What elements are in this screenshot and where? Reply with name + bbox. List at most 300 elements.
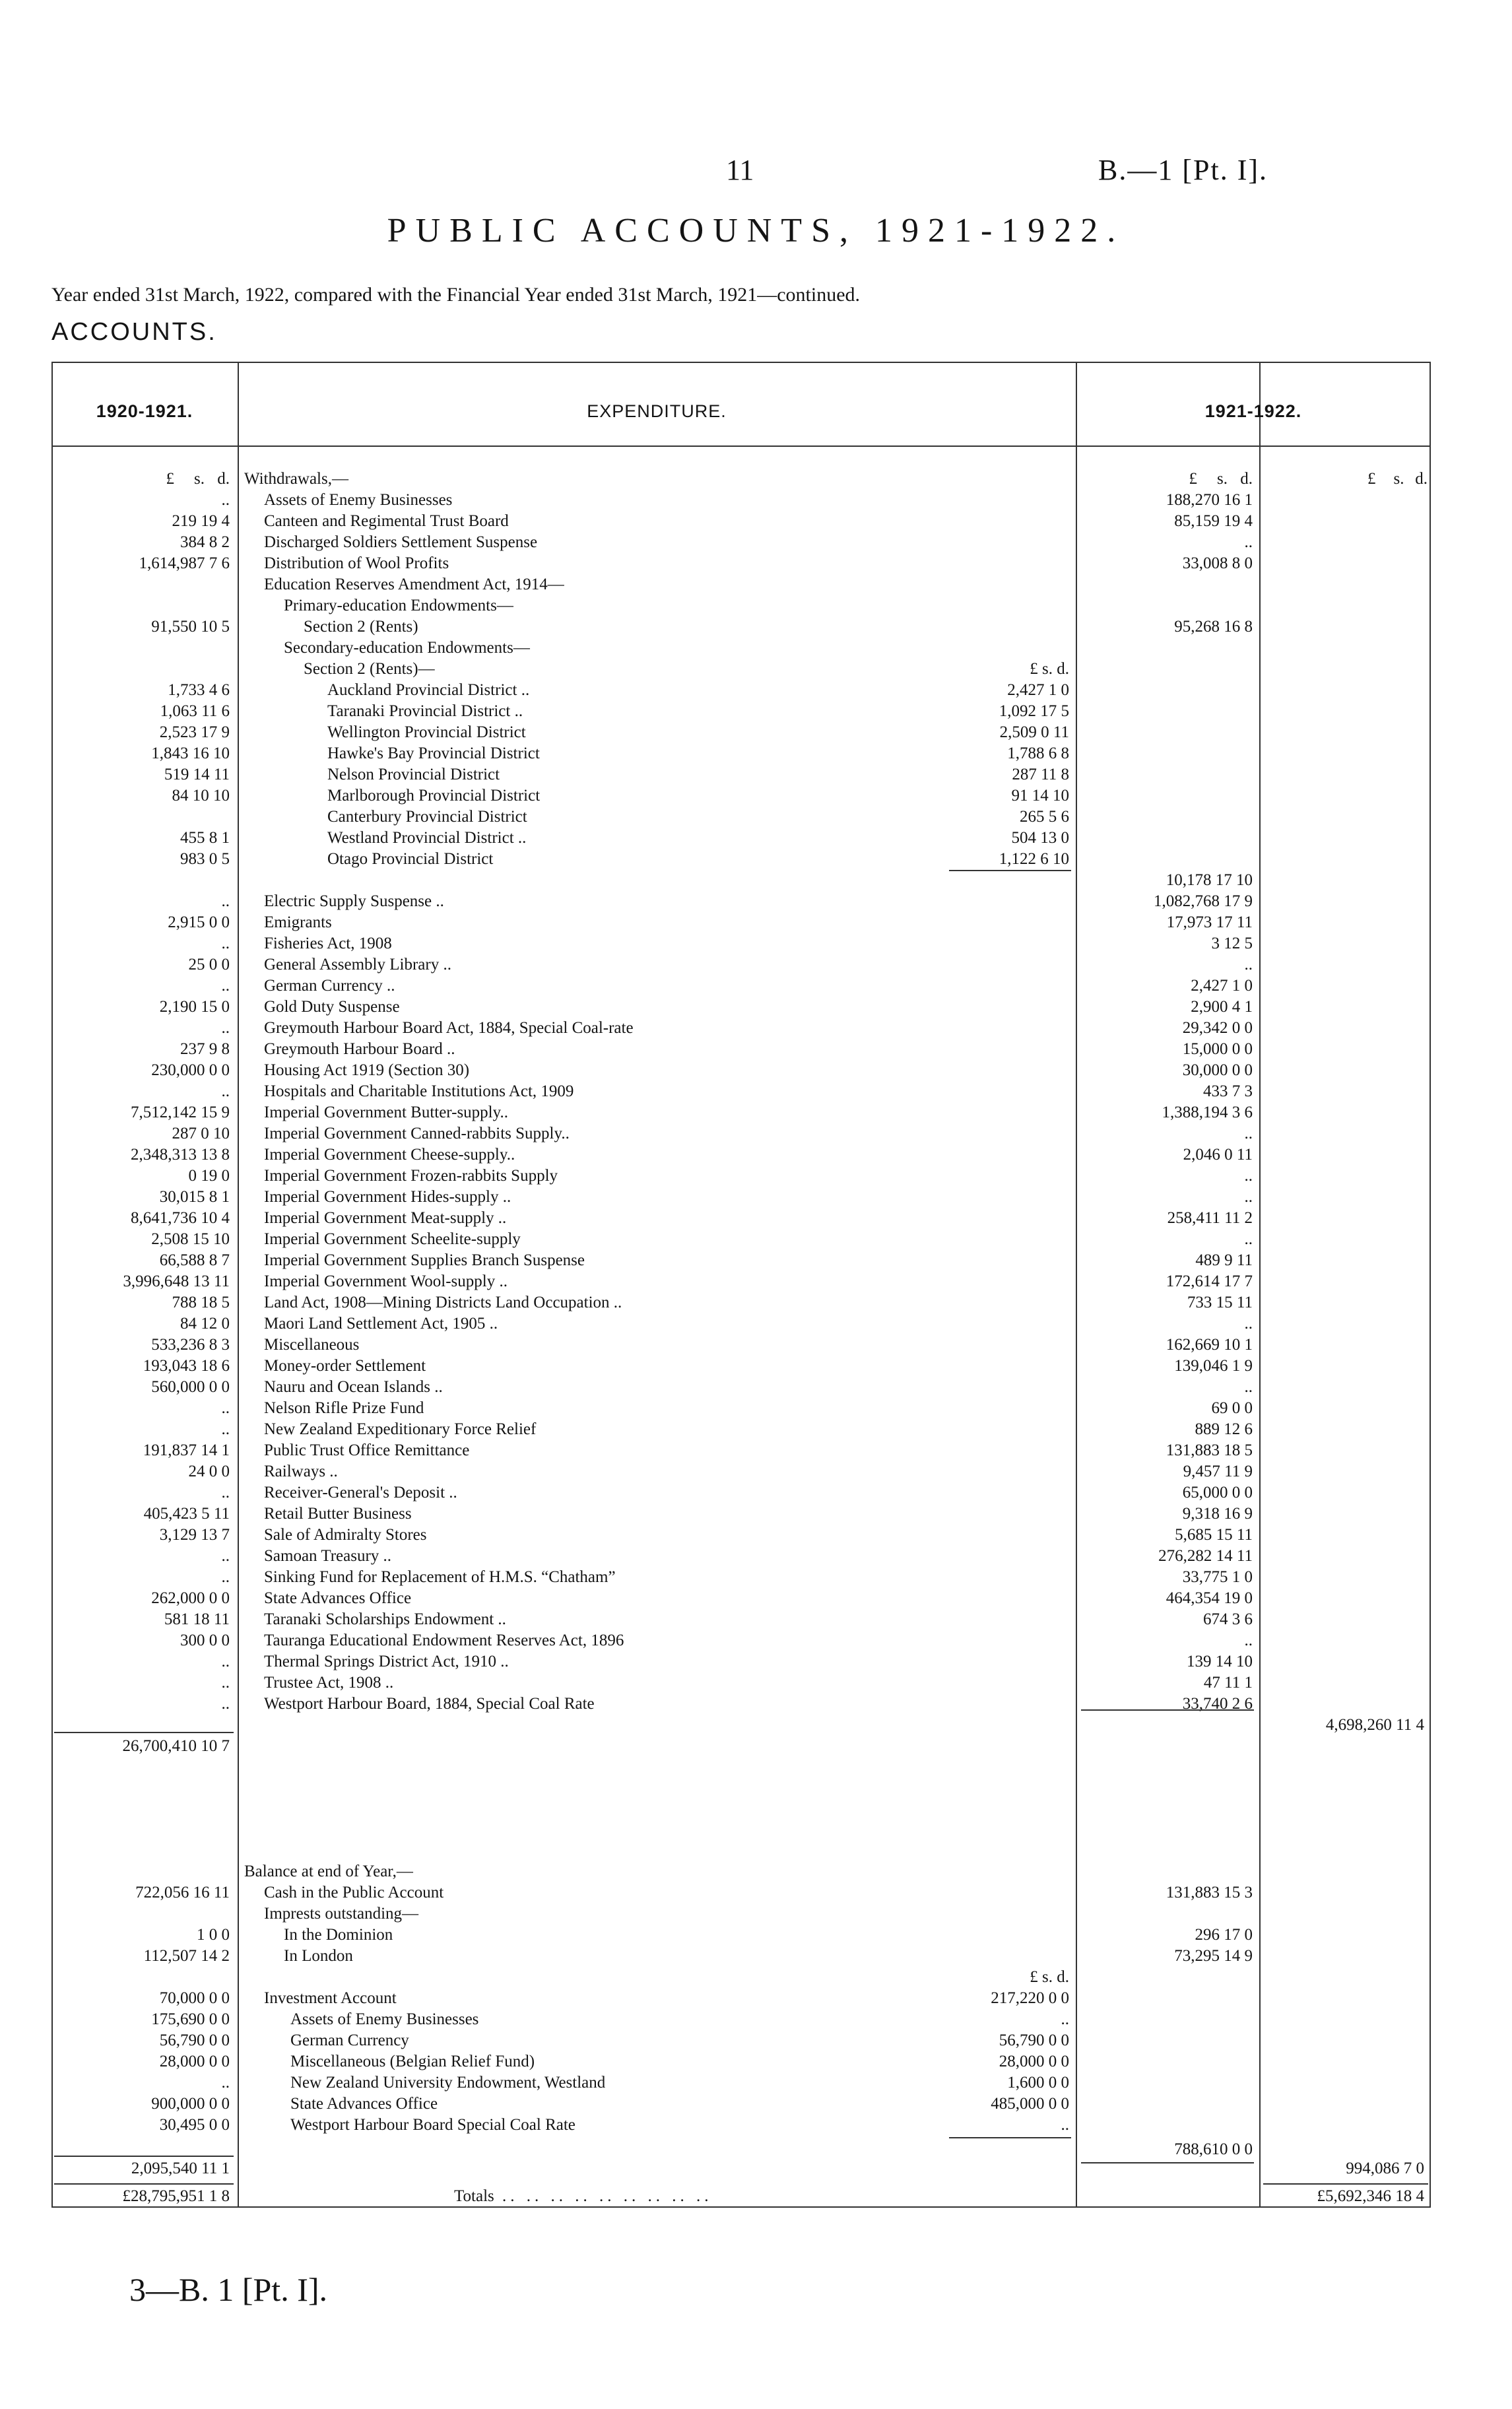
row-label: Marlborough Provincial District bbox=[327, 787, 541, 805]
prev-year-value: .. bbox=[221, 1420, 230, 1438]
prev-year-value: .. bbox=[221, 1653, 230, 1670]
curr-year-value: .. bbox=[1244, 1632, 1253, 1649]
prev-year-value: 2,915 0 0 bbox=[168, 913, 230, 931]
subtotal-rule bbox=[949, 870, 1071, 871]
curr-year-value: .. bbox=[1244, 956, 1253, 974]
withdrawals-subcol bbox=[896, 490, 1069, 1715]
subtotal-value bbox=[896, 954, 1069, 975]
curr-year-value: 69 0 0 bbox=[1211, 1399, 1253, 1417]
subtotal-value bbox=[896, 1925, 1069, 1946]
subtotal-value: 287 11 8 bbox=[1012, 766, 1069, 783]
curr-year-value bbox=[1080, 743, 1253, 764]
row-label: Tauranga Educational Endowment Reserves Act, 1896 bbox=[264, 1632, 624, 1649]
totals-curr: £5,692,346 18 4 bbox=[1317, 2187, 1424, 2205]
prev-year-value: 300 0 0 bbox=[180, 1632, 230, 1649]
row-label: Assets of Enemy Businesses bbox=[290, 2010, 479, 2028]
curr-year-value: 30,000 0 0 bbox=[1182, 1061, 1253, 1079]
row-label: Trustee Act, 1908 .. bbox=[264, 1674, 394, 1692]
prev-year-value: 788 18 5 bbox=[172, 1294, 230, 1311]
prev-year-value: 3,996,648 13 11 bbox=[123, 1272, 230, 1290]
prev-year-value: 900,000 0 0 bbox=[151, 2095, 230, 2113]
curr-year-value bbox=[1080, 680, 1253, 701]
curr-year-value: 73,295 14 9 bbox=[1174, 1947, 1253, 1965]
curr-year-value: 139 14 10 bbox=[1187, 1653, 1253, 1670]
withdrawals-total-prev: 26,700,410 10 7 bbox=[122, 1737, 230, 1755]
subtotal-value bbox=[896, 870, 1069, 891]
subtotal-value bbox=[896, 1525, 1069, 1546]
prev-year-value: .. bbox=[221, 1399, 230, 1417]
subtotal-value bbox=[896, 1440, 1069, 1461]
balance-subcol bbox=[896, 1882, 1069, 2136]
row-label: German Currency bbox=[290, 2031, 409, 2049]
prev-year-value: 533,236 8 3 bbox=[151, 1336, 230, 1354]
row-label: General Assembly Library .. bbox=[264, 956, 451, 974]
row-label: Section 2 (Rents) bbox=[304, 618, 418, 636]
curr-year-value: .. bbox=[1244, 1315, 1253, 1333]
prev-year-value: 1 0 0 bbox=[197, 1926, 230, 1944]
subtotal-value: 91 14 10 bbox=[1011, 787, 1069, 805]
row-label: Secondary-education Endowments— bbox=[284, 639, 530, 657]
prev-year-value: 1,614,987 7 6 bbox=[139, 554, 230, 572]
subtotal-value bbox=[896, 1356, 1069, 1377]
row-label: Auckland Provincial District .. bbox=[327, 681, 530, 699]
subtotal-value: 2,427 1 0 bbox=[1007, 681, 1069, 699]
prev-year-value: 405,423 5 11 bbox=[143, 1505, 230, 1523]
curr-year-value: 1,388,194 3 6 bbox=[1162, 1104, 1253, 1121]
row-label: Emigrants bbox=[264, 913, 332, 931]
curr-year-value: .. bbox=[1244, 1125, 1253, 1142]
subtotal-value bbox=[896, 912, 1069, 933]
curr-year-value bbox=[1080, 595, 1253, 616]
prev-year-value: 0 19 0 bbox=[188, 1167, 230, 1185]
row-label: Gold Duty Suspense bbox=[264, 998, 400, 1016]
row-label: Taranaki Provincial District .. bbox=[327, 702, 523, 720]
prev-year-value: .. bbox=[221, 1547, 230, 1565]
col-divider-1 bbox=[238, 362, 239, 2208]
row-label: Imperial Government Scheelite-supply bbox=[264, 1230, 521, 1248]
prev-year-value: 30,495 0 0 bbox=[159, 2116, 230, 2134]
subtotal-value bbox=[896, 638, 1069, 659]
row-label: Education Reserves Amendment Act, 1914— bbox=[264, 576, 564, 593]
prev-year-value: 70,000 0 0 bbox=[159, 1989, 230, 2007]
prev-year-value bbox=[51, 659, 230, 680]
row-label: Thermal Springs District Act, 1910 .. bbox=[264, 1653, 509, 1670]
curr-year-value: 162,669 10 1 bbox=[1166, 1336, 1253, 1354]
prev-year-value: 56,790 0 0 bbox=[159, 2031, 230, 2049]
row-label: Land Act, 1908—Mining Districts Land Occupation .. bbox=[264, 1294, 622, 1311]
row-label: New Zealand Expeditionary Force Relief bbox=[264, 1420, 537, 1438]
page-number: 11 bbox=[726, 154, 754, 186]
row-label: Nauru and Ocean Islands .. bbox=[264, 1378, 443, 1396]
prev-year-value: 2,348,313 13 8 bbox=[131, 1146, 230, 1164]
header-curr-year: 1921-1922. bbox=[1204, 401, 1302, 421]
prev-year-value: 7,512,142 15 9 bbox=[131, 1104, 230, 1121]
balance-heading: Balance at end of Year,— bbox=[244, 1863, 413, 1880]
row-label: Westport Harbour Board Special Coal Rate bbox=[290, 2116, 575, 2134]
curr-year-value bbox=[1080, 2094, 1253, 2115]
curr-year-value: 10,178 17 10 bbox=[1166, 871, 1253, 889]
subtotal-value bbox=[896, 1503, 1069, 1525]
row-label: Imperial Government Hides-supply .. bbox=[264, 1188, 511, 1206]
prev-year-value: 1,733 4 6 bbox=[168, 681, 230, 699]
curr-year-value: 131,883 15 3 bbox=[1166, 1884, 1253, 1901]
row-label: Receiver-General's Deposit .. bbox=[264, 1484, 457, 1502]
prev-year-value: 84 10 10 bbox=[172, 787, 230, 805]
accounts-table bbox=[51, 362, 1431, 2208]
row-label: In London bbox=[284, 1947, 353, 1965]
curr-year-value: 139,046 1 9 bbox=[1174, 1357, 1253, 1375]
section-heading: ACCOUNTS. bbox=[51, 318, 217, 346]
row-label: Assets of Enemy Businesses bbox=[264, 491, 453, 509]
prev-year-value: .. bbox=[221, 892, 230, 910]
subtotal-value bbox=[896, 595, 1069, 616]
subtotal-value bbox=[896, 1609, 1069, 1630]
subtotal-value bbox=[896, 1461, 1069, 1482]
curr-year-value: 433 7 3 bbox=[1203, 1082, 1253, 1100]
curr-year-value: 33,775 1 0 bbox=[1182, 1568, 1253, 1586]
subtotal-value bbox=[896, 1946, 1069, 1967]
row-label: Money-order Settlement bbox=[264, 1357, 426, 1375]
subtotal-value bbox=[896, 1313, 1069, 1335]
prev-year-value: 1,063 11 6 bbox=[160, 702, 230, 720]
curr-year-value: 17,973 17 11 bbox=[1166, 913, 1253, 931]
row-label: State Advances Office bbox=[290, 2095, 438, 2113]
curr-units: £ s. d. bbox=[1189, 470, 1253, 488]
curr-year-value bbox=[1080, 701, 1253, 722]
subtotal-value: 1,122 6 10 bbox=[999, 850, 1069, 868]
subtotal-value bbox=[896, 1123, 1069, 1144]
row-label: Hospitals and Charitable Institutions Act, 1909 bbox=[264, 1082, 574, 1100]
subtotal-value bbox=[896, 997, 1069, 1018]
row-label: Primary-education Endowments— bbox=[284, 597, 513, 614]
prev-year-value: .. bbox=[221, 1695, 230, 1713]
subtotal-value bbox=[896, 1081, 1069, 1102]
prev-year-value: 2,523 17 9 bbox=[159, 723, 230, 741]
col-divider-3 bbox=[1259, 362, 1261, 2208]
balance-total-prev: 2,095,540 11 1 bbox=[131, 2160, 230, 2177]
curr-year-value bbox=[1080, 2115, 1253, 2136]
curr-year-value: 95,268 16 8 bbox=[1174, 618, 1253, 636]
prev-year-value bbox=[51, 574, 230, 595]
row-label: Taranaki Scholarships Endowment .. bbox=[264, 1610, 506, 1628]
row-label: Imperial Government Meat-supply .. bbox=[264, 1209, 507, 1227]
curr-year-value: 296 17 0 bbox=[1195, 1926, 1253, 1944]
subtotal-value bbox=[896, 1588, 1069, 1609]
curr-year-value bbox=[1080, 2009, 1253, 2030]
subtotal-value bbox=[896, 1039, 1069, 1060]
prev-year-value bbox=[51, 595, 230, 616]
subtotal-value bbox=[896, 1651, 1069, 1672]
prev-year-value: 237 9 8 bbox=[180, 1040, 230, 1058]
prev-year-value: 455 8 1 bbox=[180, 829, 230, 847]
subtotal-value bbox=[896, 1166, 1069, 1187]
prev-year-value: 1,843 16 10 bbox=[151, 744, 230, 762]
subtotal-value: 28,000 0 0 bbox=[999, 2053, 1069, 2070]
prev-year-value: 2,190 15 0 bbox=[159, 998, 230, 1016]
subtotal-value: 1,092 17 5 bbox=[999, 702, 1069, 720]
curr-year-value: 3 12 5 bbox=[1211, 935, 1253, 952]
document-reference: B.—1 [Pt. I]. bbox=[1098, 154, 1268, 186]
table-right-border bbox=[1430, 362, 1431, 2208]
prev-year-value: 8,641,736 10 4 bbox=[131, 1209, 230, 1227]
row-label: New Zealand University Endowment, Westland bbox=[290, 2074, 606, 2092]
balance-curr bbox=[1080, 1882, 1253, 2136]
row-label: Electric Supply Suspense .. bbox=[264, 892, 444, 910]
curr-year-value bbox=[1080, 764, 1253, 785]
prev-units: £ s. d. bbox=[166, 470, 230, 488]
prev-year-value: 91,550 10 5 bbox=[151, 618, 230, 636]
prev-year-value: .. bbox=[221, 1568, 230, 1586]
prev-year-value: .. bbox=[221, 1484, 230, 1502]
withdrawals-total-curr: 4,698,260 11 4 bbox=[1325, 1716, 1424, 1734]
curr-year-value bbox=[1080, 849, 1253, 870]
subtotal-value bbox=[896, 1292, 1069, 1313]
curr-year-value bbox=[1080, 659, 1253, 680]
header-expenditure: EXPENDITURE. bbox=[587, 401, 727, 421]
row-label: Wellington Provincial District bbox=[327, 723, 526, 741]
row-label: Maori Land Settlement Act, 1905 .. bbox=[264, 1315, 498, 1333]
row-label: Housing Act 1919 (Section 30) bbox=[264, 1061, 470, 1079]
withdrawals-prev bbox=[51, 490, 230, 1715]
subtotal-value bbox=[896, 574, 1069, 595]
row-label: Samoan Treasury .. bbox=[264, 1547, 392, 1565]
row-label: Greymouth Harbour Board .. bbox=[264, 1040, 455, 1058]
curr-year-value: 131,883 18 5 bbox=[1166, 1441, 1253, 1459]
totals-prev-rule bbox=[54, 2183, 234, 2185]
prev-year-value: .. bbox=[221, 2074, 230, 2092]
subtotal-value bbox=[896, 1672, 1069, 1694]
subtotal-value bbox=[896, 975, 1069, 997]
row-label: Railways .. bbox=[264, 1463, 338, 1480]
subtotal-value bbox=[896, 1694, 1069, 1715]
subtotal-value bbox=[896, 532, 1069, 553]
curr-year-value: 29,342 0 0 bbox=[1182, 1019, 1253, 1037]
row-label: Nelson Provincial District bbox=[327, 766, 500, 783]
row-label: Distribution of Wool Profits bbox=[264, 554, 449, 572]
balance-prev bbox=[51, 1882, 230, 2136]
prev-year-value bbox=[51, 638, 230, 659]
subtitle: Year ended 31st March, 1922, compared with the Financial Year ended 31st March, 1921—continued. bbox=[51, 284, 861, 306]
curr-year-value: .. bbox=[1244, 1167, 1253, 1185]
subtotal-value bbox=[896, 1630, 1069, 1651]
curr-year-value bbox=[1080, 638, 1253, 659]
row-label: Canteen and Regimental Trust Board bbox=[264, 512, 509, 530]
subtotal-value: .. bbox=[1061, 2116, 1069, 2134]
prev-year-value: 3,129 13 7 bbox=[159, 1526, 230, 1544]
curr-year-value: 276,282 14 11 bbox=[1158, 1547, 1253, 1565]
subtotal-value bbox=[896, 1208, 1069, 1229]
subtotal-value bbox=[896, 933, 1069, 954]
row-label: Imperial Government Butter-supply.. bbox=[264, 1104, 509, 1121]
subtotal-value bbox=[896, 1903, 1069, 1925]
curr-year-value: 2,046 0 11 bbox=[1183, 1146, 1253, 1164]
subtotal-value bbox=[896, 1018, 1069, 1039]
curr-year-value: 733 15 11 bbox=[1187, 1294, 1253, 1311]
subtotal-value bbox=[896, 1546, 1069, 1567]
row-label: Nelson Rifle Prize Fund bbox=[264, 1399, 424, 1417]
prev-year-value bbox=[51, 1903, 230, 1925]
balance-prev-rule bbox=[54, 2156, 234, 2157]
curr-year-value bbox=[1080, 1903, 1253, 1925]
subtotal-value bbox=[896, 1567, 1069, 1588]
row-label: Miscellaneous bbox=[264, 1336, 360, 1354]
prev-year-value: 84 12 0 bbox=[180, 1315, 230, 1333]
row-label: Imperial Government Supplies Branch Suspense bbox=[264, 1251, 585, 1269]
prev-year-value: 112,507 14 2 bbox=[143, 1947, 230, 1965]
page-title: PUBLIC ACCOUNTS, 1921-1922. bbox=[387, 212, 1125, 249]
curr-year-value bbox=[1080, 828, 1253, 849]
curr-year-value: 188,270 16 1 bbox=[1166, 491, 1253, 509]
subtotal-value: 485,000 0 0 bbox=[991, 2095, 1069, 2113]
row-label: Imprests outstanding— bbox=[264, 1905, 419, 1923]
subtotal-value bbox=[896, 1060, 1069, 1081]
header-rule bbox=[51, 446, 1431, 447]
prev-year-value: .. bbox=[221, 935, 230, 952]
subtotal-value bbox=[896, 490, 1069, 511]
curr-year-value bbox=[1080, 807, 1253, 828]
curr-year-value: 47 11 1 bbox=[1203, 1674, 1253, 1692]
subtotal-value: 1,788 6 8 bbox=[1007, 744, 1069, 762]
prev-year-value: 519 14 11 bbox=[164, 766, 230, 783]
prev-year-value: 983 0 5 bbox=[180, 850, 230, 868]
subtotal-value bbox=[896, 553, 1069, 574]
subtotal-value: 265 5 6 bbox=[1020, 808, 1069, 826]
subtotal-value: 217,220 0 0 bbox=[991, 1989, 1069, 2007]
row-label: Fisheries Act, 1908 bbox=[264, 935, 392, 952]
row-label: Miscellaneous (Belgian Relief Fund) bbox=[290, 2053, 535, 2070]
subtotal-value bbox=[896, 1398, 1069, 1419]
prev-year-value: 191,837 14 1 bbox=[143, 1441, 230, 1459]
curr-year-value bbox=[1080, 574, 1253, 595]
row-label: Sinking Fund for Replacement of H.M.S. “Chatham” bbox=[264, 1568, 616, 1586]
row-label: Hawke's Bay Provincial District bbox=[327, 744, 540, 762]
subtotal-value bbox=[896, 616, 1069, 638]
curr-year-value: 2,427 1 0 bbox=[1191, 977, 1253, 995]
row-label: Canterbury Provincial District bbox=[327, 808, 527, 826]
investment-total-curr: 788,610 0 0 bbox=[1174, 2140, 1253, 2158]
row-label: Imperial Government Canned-rabbits Supply.. bbox=[264, 1125, 570, 1142]
curr-year-value bbox=[1080, 722, 1253, 743]
prev-year-value: .. bbox=[221, 977, 230, 995]
prev-year-value: 24 0 0 bbox=[188, 1463, 230, 1480]
subtotal-value bbox=[896, 1882, 1069, 1903]
curr-year-value: 172,614 17 7 bbox=[1166, 1272, 1253, 1290]
curr-year-value bbox=[1080, 1967, 1253, 1988]
row-label: Retail Butter Business bbox=[264, 1505, 412, 1523]
curr-year-value: 33,740 2 6 bbox=[1182, 1695, 1253, 1713]
row-label: German Currency .. bbox=[264, 977, 395, 995]
curr-year-value: 15,000 0 0 bbox=[1182, 1040, 1253, 1058]
subtotal-value: £ s. d. bbox=[1030, 1968, 1069, 1986]
curr-year-value: 5,685 15 11 bbox=[1175, 1526, 1253, 1544]
curr-year-value bbox=[1080, 785, 1253, 807]
prev-year-value: 219 19 4 bbox=[172, 512, 230, 530]
row-label: Imperial Government Frozen-rabbits Supply bbox=[264, 1167, 558, 1185]
curr-year-value: .. bbox=[1244, 533, 1253, 551]
prev-year-value: .. bbox=[221, 1082, 230, 1100]
subtotal-value bbox=[896, 1482, 1069, 1503]
row-label: Imperial Government Wool-supply .. bbox=[264, 1272, 508, 1290]
subtotal-value bbox=[896, 1144, 1069, 1166]
curr-year-value: .. bbox=[1244, 1230, 1253, 1248]
row-label: Investment Account bbox=[264, 1989, 397, 2007]
prev-year-value: 230,000 0 0 bbox=[151, 1061, 230, 1079]
curr-year-value: 1,082,768 17 9 bbox=[1154, 892, 1253, 910]
row-label: Public Trust Office Remittance bbox=[264, 1441, 470, 1459]
subtotal-value bbox=[896, 511, 1069, 532]
balance-curr-rule bbox=[1081, 2162, 1254, 2163]
curr-year-value bbox=[1080, 2030, 1253, 2051]
row-label: Section 2 (Rents)— bbox=[304, 660, 435, 678]
investment-rule bbox=[949, 2137, 1071, 2138]
subtotal-value: .. bbox=[1061, 2010, 1069, 2028]
curr-year-value: 85,159 19 4 bbox=[1174, 512, 1253, 530]
curr-year-value bbox=[1080, 2051, 1253, 2072]
row-label: Cash in the Public Account bbox=[264, 1884, 444, 1901]
prev-year-value bbox=[51, 807, 230, 828]
total-units: £ s. d. bbox=[1367, 470, 1428, 488]
curr-year-value: 464,354 19 0 bbox=[1166, 1589, 1253, 1607]
prev-year-value: 28,000 0 0 bbox=[159, 2053, 230, 2070]
prev-year-value: 66,588 8 7 bbox=[159, 1251, 230, 1269]
table-top-rule bbox=[51, 362, 1431, 363]
prev-year-value: 25 0 0 bbox=[188, 956, 230, 974]
prev-year-value bbox=[51, 1967, 230, 1988]
prev-year-value: 384 8 2 bbox=[180, 533, 230, 551]
row-label: Discharged Soldiers Settlement Suspense bbox=[264, 533, 538, 551]
row-label: Imperial Government Cheese-supply.. bbox=[264, 1146, 515, 1164]
subtotal-value bbox=[896, 1187, 1069, 1208]
subtotal-value bbox=[896, 1229, 1069, 1250]
curr-year-value: 9,318 16 9 bbox=[1182, 1505, 1253, 1523]
withdrawals-curr bbox=[1080, 490, 1253, 1715]
prev-year-value: 30,015 8 1 bbox=[159, 1188, 230, 1206]
curr-year-value: 674 3 6 bbox=[1203, 1610, 1253, 1628]
prev-year-value: 722,056 16 11 bbox=[135, 1884, 230, 1901]
curr-year-value: .. bbox=[1244, 1378, 1253, 1396]
curr-year-value: 258,411 11 2 bbox=[1167, 1209, 1253, 1227]
prev-year-value: .. bbox=[221, 491, 230, 509]
row-label: In the Dominion bbox=[284, 1926, 393, 1944]
subtotal-value bbox=[896, 1377, 1069, 1398]
footer-reference: 3—B. 1 [Pt. I]. bbox=[129, 2271, 327, 2308]
curr-year-value: 2,900 4 1 bbox=[1191, 998, 1253, 1016]
subtotal-value: 56,790 0 0 bbox=[999, 2031, 1069, 2049]
prev-year-value bbox=[51, 870, 230, 891]
subtotal-value bbox=[896, 1419, 1069, 1440]
header-prev-year: 1920-1921. bbox=[96, 401, 193, 421]
subtotal-value: 2,509 0 11 bbox=[999, 723, 1069, 741]
prev-year-value: 2,508 15 10 bbox=[151, 1230, 230, 1248]
row-label: Otago Provincial District bbox=[327, 850, 494, 868]
row-label: Westport Harbour Board, 1884, Special Coal Rate bbox=[264, 1695, 595, 1713]
totals-label: Totals .. .. .. .. .. .. .. .. .. bbox=[454, 2187, 713, 2205]
prev-year-value: 581 18 11 bbox=[164, 1610, 230, 1628]
curr-year-value: 33,008 8 0 bbox=[1182, 554, 1253, 572]
curr-year-value bbox=[1080, 1988, 1253, 2009]
withdrawals-prev-rule bbox=[54, 1732, 234, 1733]
subtotal-value: 504 13 0 bbox=[1011, 829, 1069, 847]
subtotal-value bbox=[896, 1102, 1069, 1123]
curr-year-value: 889 12 6 bbox=[1195, 1420, 1253, 1438]
curr-year-value: 489 9 11 bbox=[1195, 1251, 1253, 1269]
prev-year-value: .. bbox=[221, 1674, 230, 1692]
row-label: State Advances Office bbox=[264, 1589, 412, 1607]
balance-total-curr: 994,086 7 0 bbox=[1346, 2160, 1424, 2177]
subtotal-value bbox=[896, 1271, 1069, 1292]
subtotal-value bbox=[896, 891, 1069, 912]
prev-year-value: 175,690 0 0 bbox=[151, 2010, 230, 2028]
